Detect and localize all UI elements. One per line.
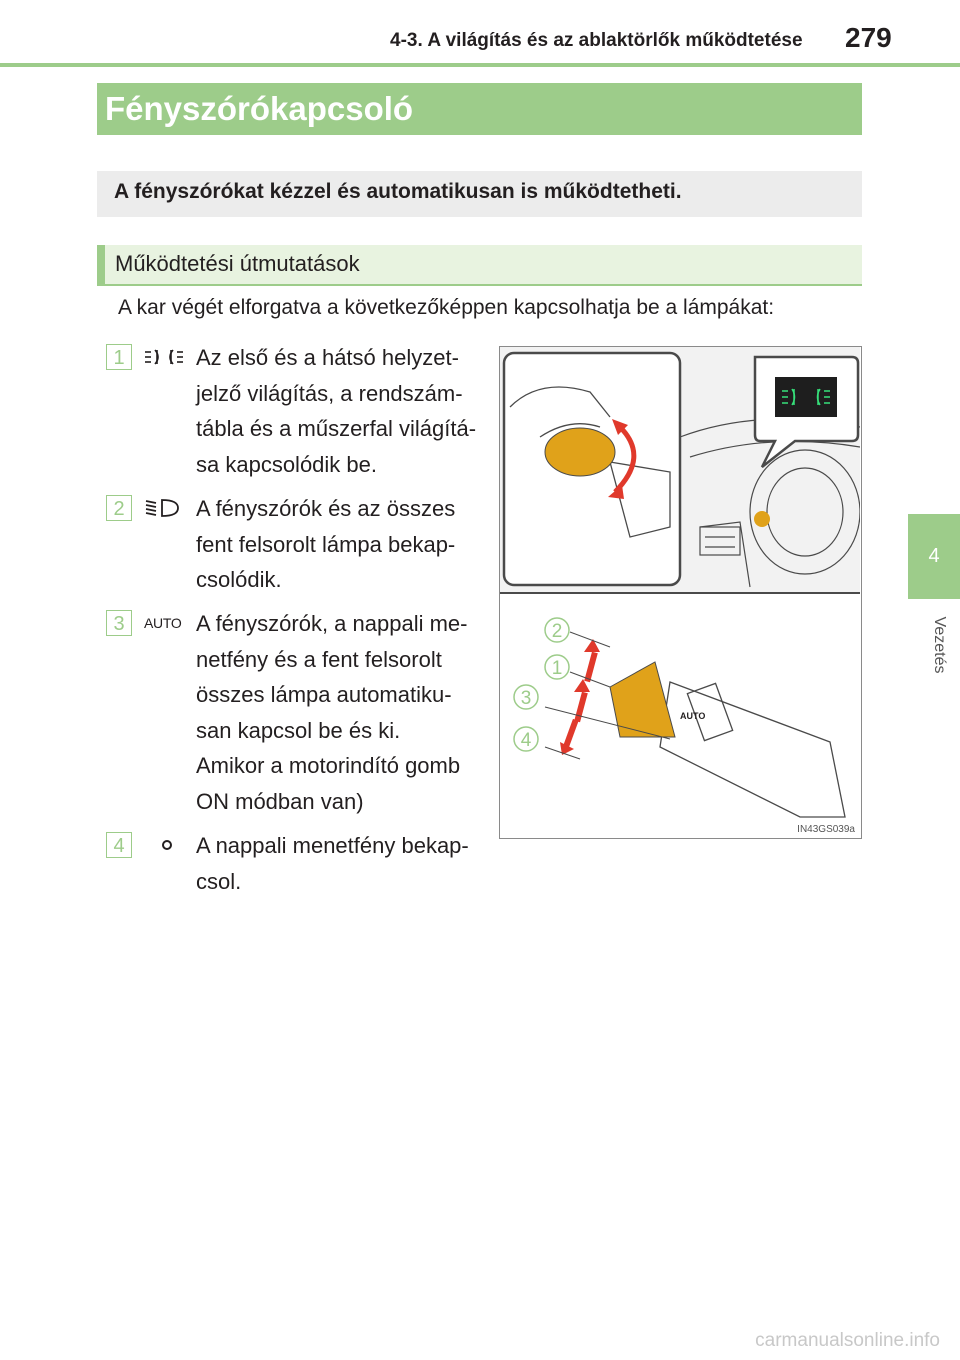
item-description: Az első és a hátsó helyzet- jelző világítás, a rendszám- tábla és a műszerfal világítá- sa kapcsolódik be. <box>196 345 477 477</box>
chapter-tab: 4 <box>908 514 960 599</box>
callout-3: 3 <box>520 688 532 709</box>
section-title: Fényszórókapcsoló <box>97 83 862 135</box>
item-number: 2 <box>106 495 132 521</box>
item-number: 1 <box>106 344 132 370</box>
page-number: 279 <box>845 22 892 53</box>
callout-1: 1 <box>551 658 563 679</box>
switch-auto-label: AUTO <box>680 711 706 721</box>
drl-circle-icon <box>144 834 188 856</box>
item-description: A fényszórók és az összes fent felsorolt lámpa bekap- csolódik. <box>196 496 456 592</box>
item-number: 3 <box>106 610 132 636</box>
headlight-icon <box>144 497 188 519</box>
chapter-title: 4-3. A világítás és az ablaktörlők működtetése <box>390 30 803 51</box>
headlight-switch-figure <box>499 346 862 839</box>
lead-text: A kar végét elforgatva a következőképpen kapcsolhatja be a lámpákat: <box>118 296 775 319</box>
item-description: A fényszórók, a nappali me- netfény és a fent felsorolt összes lámpa automatiku- san kapcsol be és ki. Amikor a motorindító gomb ON módban van) <box>196 611 468 814</box>
item-description: A nappali menetfény bekap- csol. <box>196 833 469 894</box>
footer-watermark: carmanualsonline.info <box>755 1330 940 1351</box>
side-lights-icon <box>144 346 188 368</box>
stalk-drawing <box>660 682 845 817</box>
switch-illustration <box>500 347 860 837</box>
callout-2: 2 <box>551 621 563 642</box>
chapter-tab-label: Vezetés <box>931 616 948 674</box>
intro-box: A fényszórókat kézzel és automatikusan is működtetheti. <box>97 171 862 217</box>
auto-icon: AUTO <box>144 615 182 631</box>
item-number: 4 <box>106 832 132 858</box>
figure-code: IN43GS039a <box>797 824 855 835</box>
subheading: Működtetési útmutatások <box>97 245 862 286</box>
callout-4: 4 <box>520 730 532 751</box>
header-rule <box>0 63 960 67</box>
